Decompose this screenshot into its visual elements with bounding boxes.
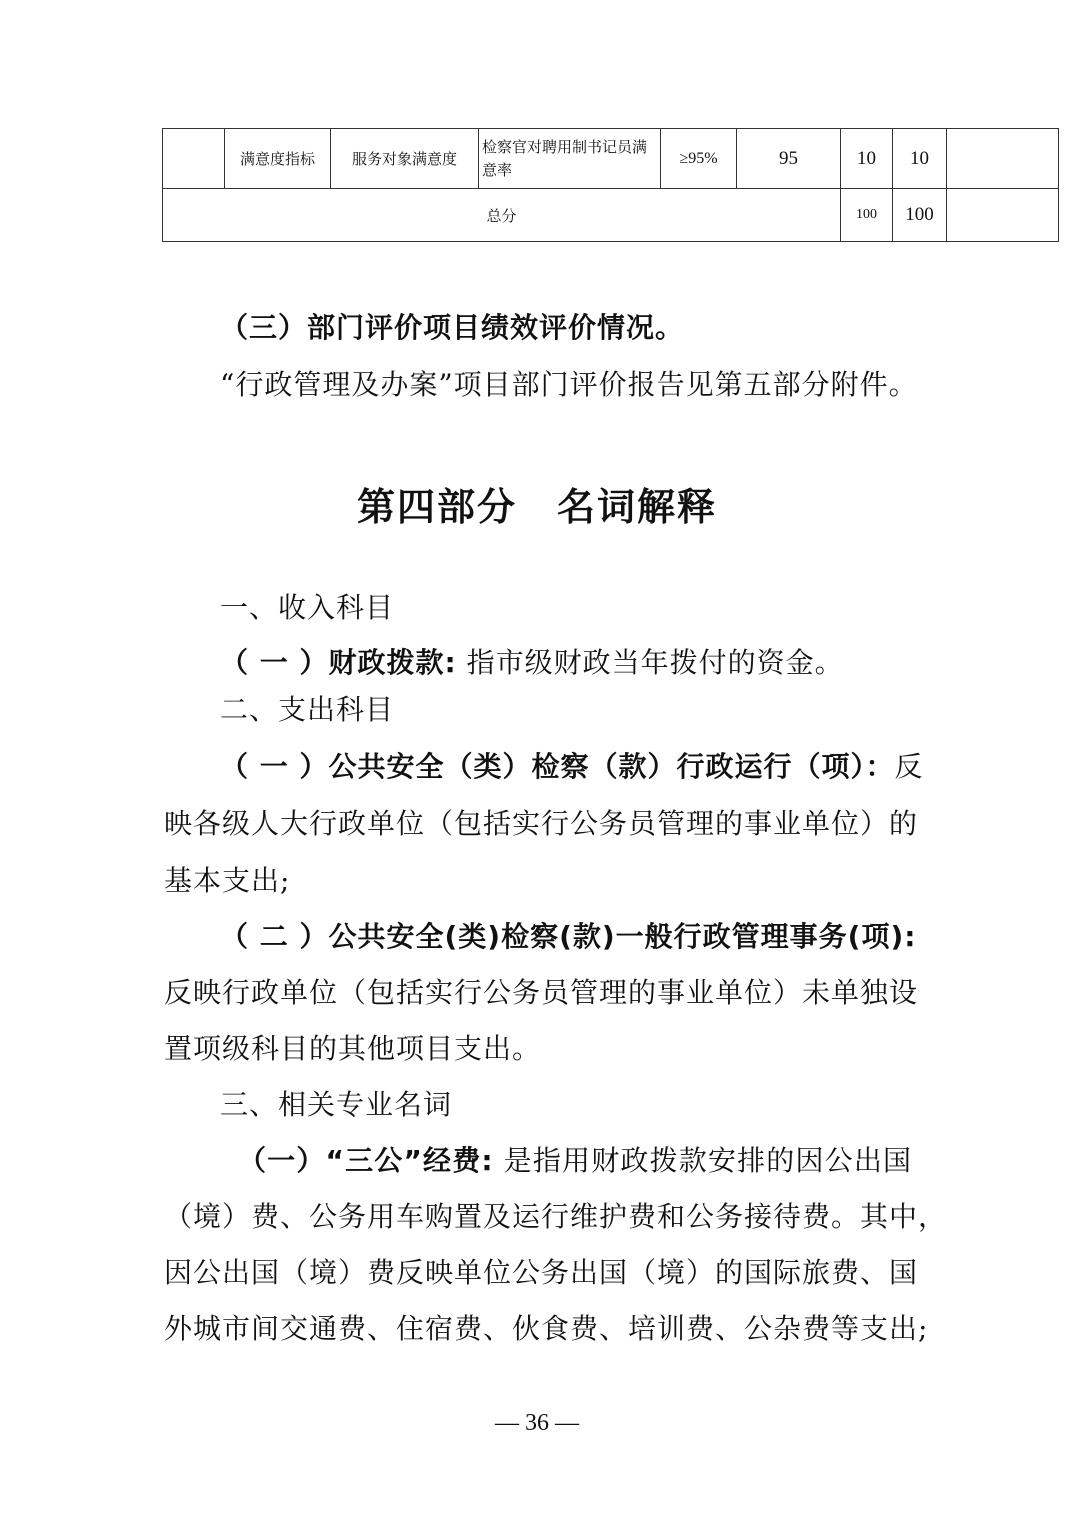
part4-title: 第四部分 名词解释 xyxy=(356,485,717,529)
table-cell-weight: 10 xyxy=(841,129,893,189)
table-cell-indicator-level3: 服务对象满意度 xyxy=(331,129,479,189)
terms-line2: （境）费、公务用车购置及运行维护费和公务接待费。其中， xyxy=(164,1200,948,1233)
page-number: — 36 — xyxy=(495,1410,579,1436)
section3-body: “行政管理及办案”项目部门评价报告见第五部分附件。 xyxy=(220,368,918,401)
total-note xyxy=(947,189,1059,242)
total-weight: 100 xyxy=(841,189,893,242)
table-cell-indicator-name: 检察官对聘用制书记员满意率 xyxy=(479,129,661,189)
terms-item1-label: （一）“三公”经费: xyxy=(238,1144,494,1177)
terms-heading: 三、相关专业名词 xyxy=(220,1088,453,1121)
expense-item1-line1 xyxy=(220,749,924,785)
expense-item1-line2: 映各级人大行政单位（包括实行公务员管理的事业单位）的 xyxy=(164,807,919,840)
total-score: 100 xyxy=(893,189,947,242)
income-item1-label: （ 一 ）财政拨款: xyxy=(220,646,457,679)
expense-item2-line2: 反映行政单位（包括实行公务员管理的事业单位）未单独设 xyxy=(164,976,919,1009)
terms-line3: 因公出国（境）费反映单位公务出国（境）的国际旅费、国 xyxy=(164,1256,919,1289)
section3-heading: （三）部门评价项目绩效评价情况。 xyxy=(220,311,685,344)
income-heading: 一、收入科目 xyxy=(220,591,395,624)
table-cell-note xyxy=(947,129,1059,189)
expense-item1-label: （ 一 ）公共安全（类）检察（款）行政运行（项）： xyxy=(220,750,895,783)
total-label: 总分 xyxy=(163,189,841,242)
table-cell-target: ≥95% xyxy=(661,129,737,189)
terms-item1-tail: 是指用财政拨款安排的因公出国 xyxy=(493,1144,912,1177)
table-cell xyxy=(163,129,225,189)
table-cell-indicator-level2: 满意度指标 xyxy=(225,129,331,189)
table-row xyxy=(163,129,1059,189)
table-cell-score: 10 xyxy=(893,129,947,189)
expense-item1-tail: 反 xyxy=(894,750,924,783)
expense-heading: 二、支出科目 xyxy=(220,693,395,726)
table-row-total xyxy=(163,189,1059,242)
income-item1 xyxy=(220,645,844,681)
expense-item2-label: （ 二 ）公共安全(类)检察(款)一般行政管理事务(项): xyxy=(220,920,917,953)
terms-item1-line1 xyxy=(238,1143,912,1179)
performance-table xyxy=(162,128,1059,242)
income-item1-text: 指市级财政当年拨付的资金。 xyxy=(456,646,844,679)
terms-line4: 外城市间交通费、住宿费、伙食费、培训费、公杂费等支出; xyxy=(164,1312,929,1345)
table-cell-actual: 95 xyxy=(737,129,841,189)
expense-item2-line3: 置项级科目的其他项目支出。 xyxy=(164,1032,542,1065)
expense-item1-line3: 基本支出; xyxy=(164,864,291,897)
